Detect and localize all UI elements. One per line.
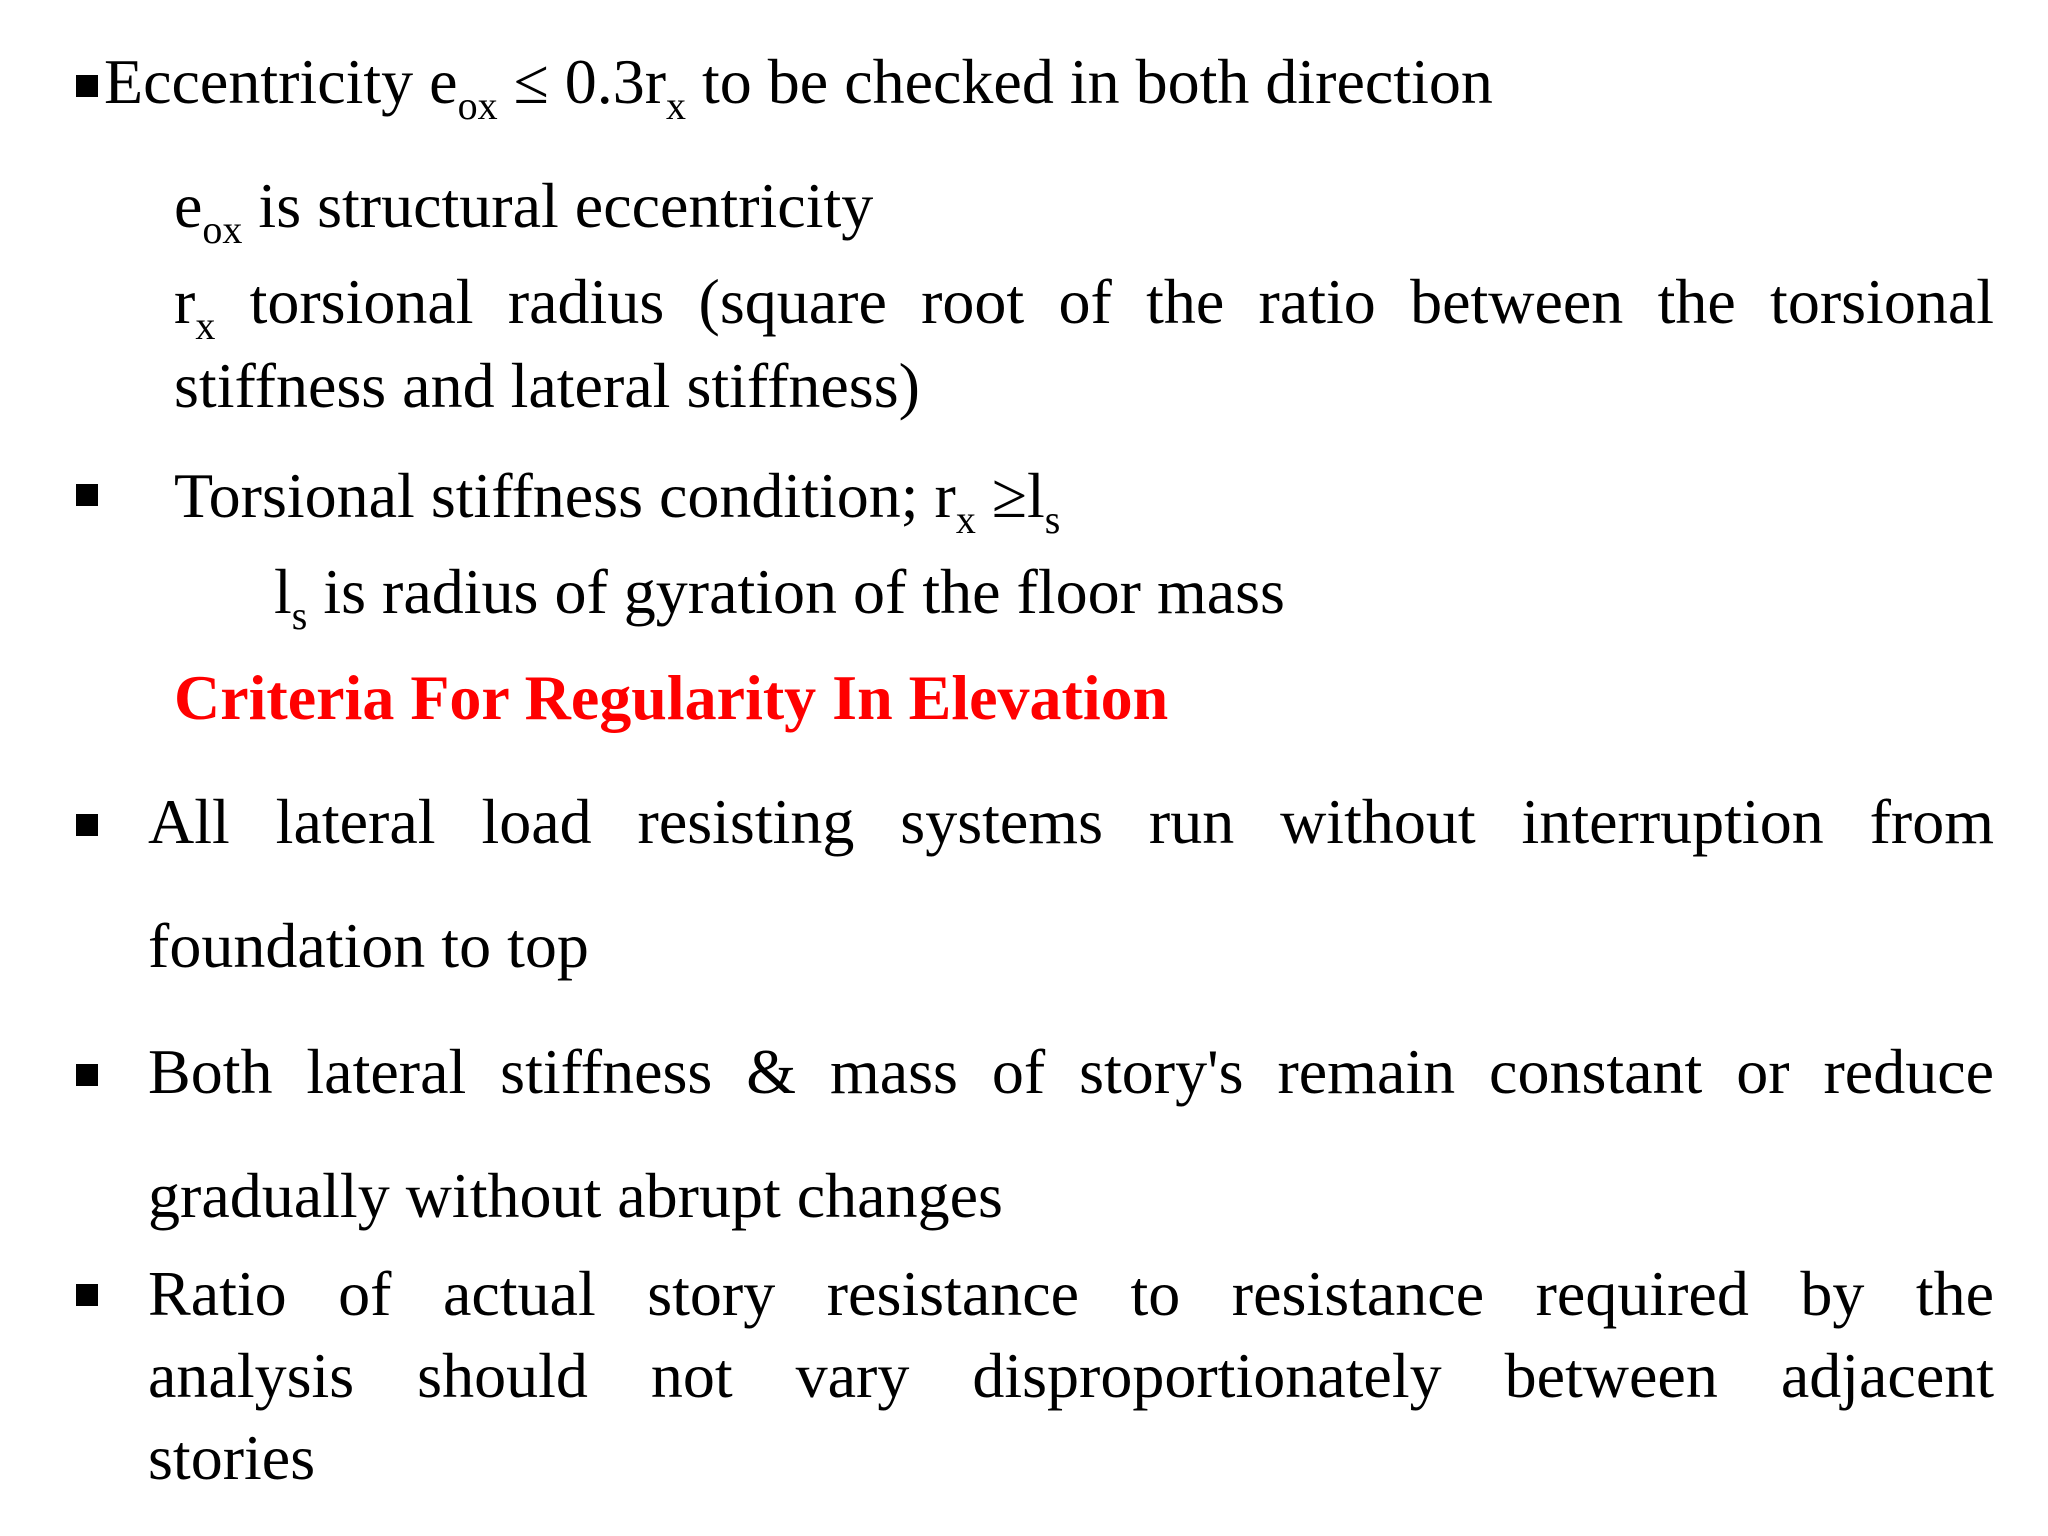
story-resistance-line1: Ratio of actual story resistance to resistance required by the: [148, 1258, 1994, 1329]
torsional-radius-definition: $r_x$ torsional radius (square root of the ratio between the torsional: [174, 266, 1994, 348]
torsional-stiffness-condition: Torsional stiffness condition; $r_x \ge l_s$: [174, 460, 1061, 542]
lateral-load-systems-line2: foundation to top: [148, 910, 589, 981]
bullet-torsional-stiffness: [76, 484, 98, 506]
story-resistance-line2: analysis should not vary disproportionately between adjacent: [148, 1340, 1994, 1411]
radius-of-gyration-definition: $l_s$ is radius of gyration of the floor mass: [274, 556, 1285, 638]
section-heading: Criteria For Regularity In Elevation: [174, 662, 1169, 733]
eccentricity-check-line: Eccentricity $e_{ox} \le 0.3r_x$ to be checked in both direction: [104, 46, 1493, 128]
bullet-story-resistance: [76, 1284, 98, 1306]
bullet-lateral-load: [76, 814, 98, 836]
stiffness-mass-line1: Both lateral stiffness & mass of story's remain constant or reduce: [148, 1036, 1994, 1107]
stiffness-mass-line2: gradually without abrupt changes: [148, 1160, 1003, 1231]
story-resistance-line3: stories: [148, 1422, 316, 1493]
lateral-load-systems-line1: All lateral load resisting systems run without interruption from: [148, 786, 1994, 857]
bullet-stiffness-mass: [76, 1064, 98, 1086]
torsional-radius-definition-cont: stiffness and lateral stiffness): [174, 350, 920, 421]
structural-eccentricity-definition: $e_{ox}$ is structural eccentricity: [174, 170, 874, 252]
bullet-eccentricity: [76, 75, 98, 97]
